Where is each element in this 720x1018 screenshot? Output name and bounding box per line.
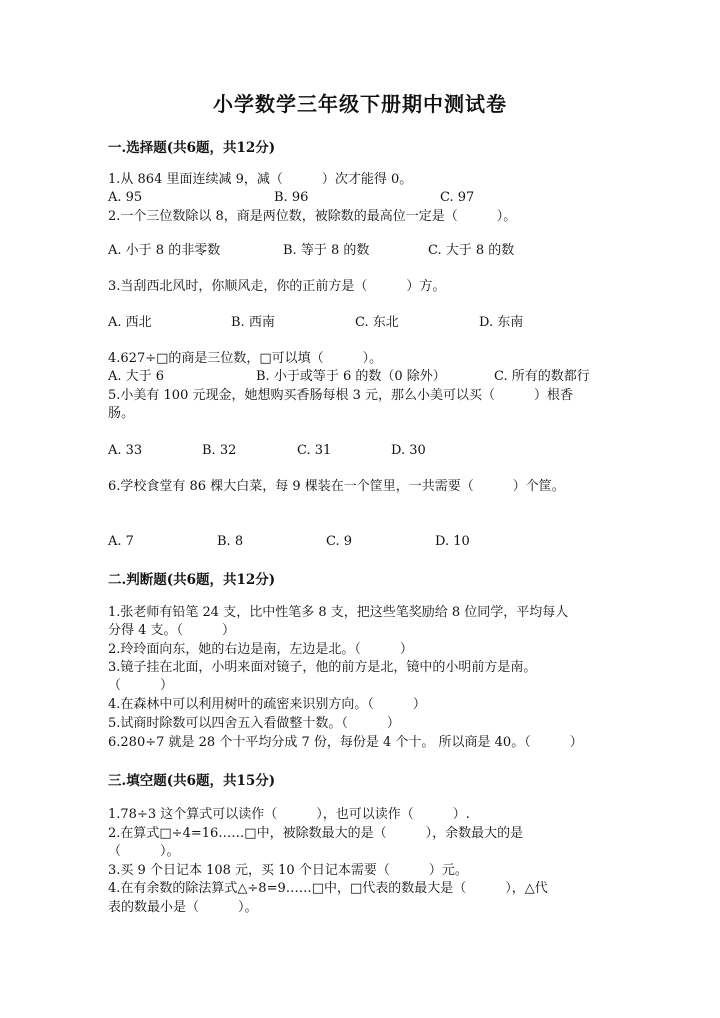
option-a: A. 95 (108, 190, 143, 205)
question-text: 6.学校食堂有 86 棵大白菜，每 9 棵装在一个筐里，一共需要（ ）个筐。 (108, 479, 565, 494)
question-text: 1.从 864 里面连续减 9，减（ ）次才能得 0。 (108, 172, 413, 187)
section-heading-judge: 二.判断题(共6题，共12分) (108, 572, 276, 588)
question-text-continued: 肠。 (108, 406, 135, 421)
question-text: 2.玲玲面向东，她的右边是南，左边是北。（ ） (108, 642, 413, 657)
option-a: A. 小于 8 的非零数 (108, 243, 221, 258)
page-title: 小学数学三年级下册期中测试卷 (213, 92, 507, 116)
option-c: C. 东北 (355, 315, 399, 330)
question-text: 5.试商时除数可以四舍五入看做整十数。（ ） (108, 716, 400, 731)
question-text: 2.一个三位数除以 8，商是两位数，被除数的最高位一定是（ ）。 (108, 209, 517, 224)
option-b: B. 96 (274, 190, 309, 205)
option-a: A. 33 (108, 443, 143, 458)
section-heading-fill: 三.填空题(共6题，共15分) (108, 773, 276, 789)
option-a: A. 7 (108, 534, 134, 549)
question-text: 1.张老师有铅笔 24 支，比中性笔多 8 支，把这些笔奖励给 8 位同学，平均每人 (108, 605, 569, 620)
option-b: B. 等于 8 的数 (283, 243, 370, 258)
question-text: 3.当刮西北风时，你顺风走，你的正前方是（ ）方。 (108, 279, 446, 294)
option-b: B. 西南 (231, 315, 275, 330)
option-b: B. 8 (217, 534, 244, 549)
question-text-continued: （ ） (108, 678, 174, 693)
question-text-continued: （ ）。 (108, 844, 180, 859)
question-text: 3.镜子挂在北面，小明来面对镜子，他的前方是北，镜中的小明前方是南。 (108, 660, 537, 675)
option-c: C. 9 (326, 534, 353, 549)
question-text: 4.在森林中可以利用树叶的疏密来识别方向。（ ） (108, 697, 426, 712)
question-text: 6.280÷7 就是 28 个十平均分成 7 份，每份是 4 个十。 所以商是 40。（ ） (108, 735, 583, 750)
question-text-continued: 分得 4 支。（ ） (108, 623, 236, 638)
question-text: 1.78÷3 这个算式可以读作（ ），也可以读作（ ）. (108, 807, 470, 822)
option-d: D. 东南 (479, 315, 524, 330)
option-c: C. 97 (440, 190, 475, 205)
option-b: B. 小于或等于 6 的数（0 除外） (256, 369, 446, 384)
question-text: 5.小美有 100 元现金，她想购买香肠每根 3 元，那么小美可以买（ ）根香 (108, 388, 574, 403)
option-c: C. 31 (297, 443, 332, 458)
question-text: 3.买 9 个日记本 108 元，买 10 个日记本需要（ ）元。 (108, 863, 468, 878)
option-a: A. 大于 6 (108, 369, 165, 384)
option-c: C. 大于 8 的数 (428, 243, 515, 258)
option-c: C. 所有的数都行 (494, 369, 590, 384)
question-text: 4.在有余数的除法算式△÷8=9……□中，□代表的数最大是（ ），△代 (108, 881, 548, 896)
option-d: D. 30 (391, 443, 426, 458)
option-a: A. 西北 (108, 315, 152, 330)
option-b: B. 32 (202, 443, 237, 458)
section-heading-choice: 一.选择题(共6题，共12分) (108, 140, 276, 156)
option-d: D. 10 (435, 534, 470, 549)
question-text: 4.627÷□的商是三位数，□可以填（ ）。 (108, 351, 383, 366)
question-text-continued: 表的数最小是（ ）。 (108, 900, 258, 915)
question-text: 2.在算式□÷4=16……□中，被除数最大的是（ ），余数最大的是 (108, 826, 524, 841)
